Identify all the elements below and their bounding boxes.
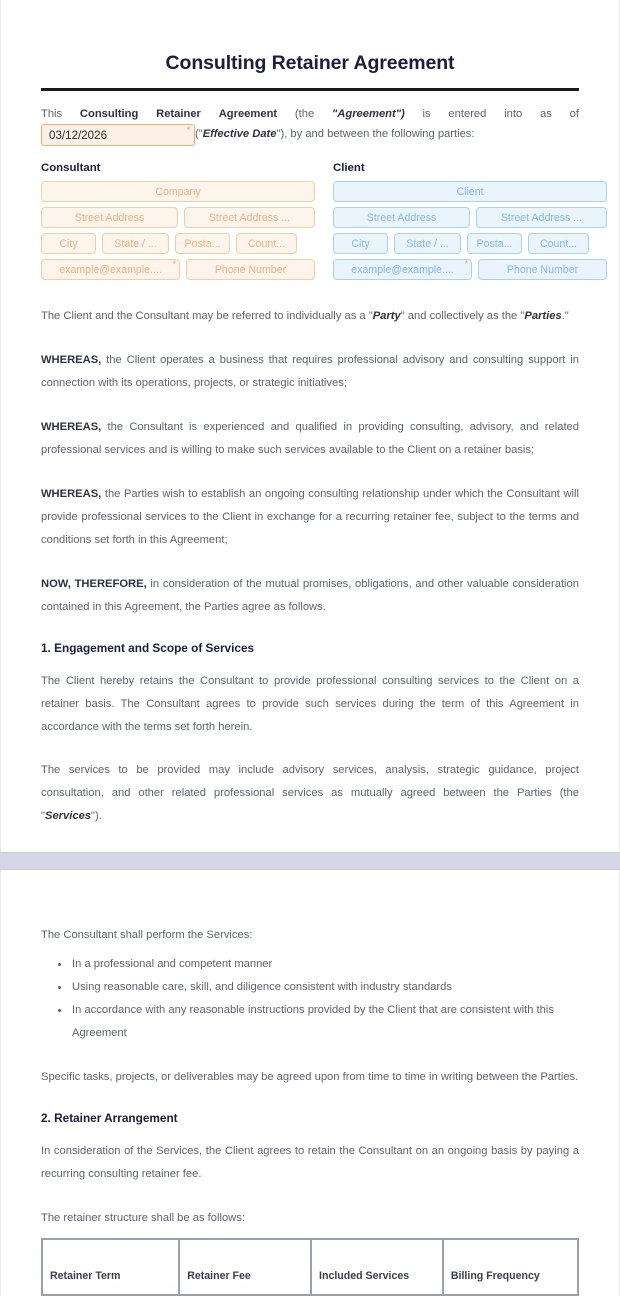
list-item: • In accordance with any reasonable instructions provided by the Client that are consistent with this Agreement bbox=[70, 999, 579, 1045]
whereas-label: WHEREAS, bbox=[41, 421, 102, 434]
intro-word-this: This bbox=[41, 108, 63, 121]
table-header-cell: Retainer Fee bbox=[179, 1239, 311, 1295]
table-header-cell: Retainer Term bbox=[42, 1239, 179, 1295]
whereas-paragraph-2 bbox=[41, 416, 579, 462]
consultant-city-input[interactable]: City bbox=[41, 233, 96, 254]
parties-section bbox=[41, 162, 583, 285]
consultant-street-address-input[interactable]: Street Address bbox=[41, 207, 178, 228]
client-label: Client bbox=[333, 162, 365, 175]
client-street-address-input[interactable]: Street Address bbox=[333, 207, 470, 228]
table-header-row bbox=[42, 1239, 578, 1295]
whereas-label: WHEREAS, bbox=[41, 488, 102, 501]
consultant-company-input[interactable]: Company bbox=[41, 181, 315, 202]
section-2-heading: 2. Retainer Arrangement bbox=[41, 1111, 178, 1126]
consultant-address-row bbox=[41, 207, 315, 228]
intro-word-retainer: Retainer bbox=[156, 108, 201, 121]
party-consultant bbox=[41, 162, 315, 285]
consultant-locality-row bbox=[41, 233, 315, 254]
intro-word-the: (the bbox=[294, 108, 315, 121]
effective-date-row bbox=[41, 124, 579, 146]
consultant-phone-input[interactable]: Phone Number bbox=[186, 259, 315, 280]
list-item: • Using reasonable care, skill, and diligence consistent with industry standards bbox=[70, 976, 579, 999]
whereas-1-text: the Client operates a business that requires professional advisory and consulting support in connection with its operations, projects, or strategic initiatives; bbox=[41, 354, 579, 390]
whereas-paragraph-3 bbox=[41, 483, 579, 552]
section-2-paragraph-1: In consideration of the Services, the Client agrees to retain the Consultant on an ongoing basis by paying a recurring consulting retainer fee. bbox=[41, 1144, 579, 1180]
consultant-company-row bbox=[41, 181, 315, 202]
document-page-2 bbox=[0, 870, 620, 1295]
perform-services-intro: The Consultant shall perform the Services: bbox=[41, 929, 253, 942]
now-therefore-text: in consideration of the mutual promises, obligations, and other valuable consideration contained in this Agreement, the Parties agree as follows. bbox=[41, 578, 579, 613]
required-asterisk-icon: * bbox=[186, 125, 190, 136]
consultant-label: Consultant bbox=[41, 162, 101, 175]
whereas-2-text: the Consultant is experienced and qualified in providing consulting, advisory, and related professional services and is willing to make such services available to the Client on a retainer basis; bbox=[41, 421, 579, 457]
client-locality-row bbox=[333, 233, 607, 254]
client-country-input[interactable]: Count... bbox=[528, 233, 589, 254]
term-services: Services bbox=[44, 810, 92, 823]
effective-date-value: 03/12/2026 bbox=[49, 128, 108, 142]
page-title: Consulting Retainer Agreement bbox=[165, 52, 455, 74]
term-parties: Parties bbox=[524, 310, 562, 323]
whereas-paragraph-1 bbox=[41, 349, 579, 395]
intro-word-entered: entered bbox=[448, 108, 487, 121]
intro-word-agreement: Agreement bbox=[218, 108, 278, 121]
required-asterisk-icon: * bbox=[172, 259, 176, 270]
consultant-postal-input[interactable]: Posta... bbox=[175, 233, 230, 254]
parties-definition-paragraph: The Client and the Consultant may be referred to individually as a "Party" and collectively as the "Parties." bbox=[41, 310, 569, 323]
consultant-email-input[interactable] bbox=[41, 259, 180, 280]
effective-date-input[interactable] bbox=[41, 124, 195, 146]
required-asterisk-icon: * bbox=[464, 259, 468, 270]
client-address-row bbox=[333, 207, 607, 228]
intro-word-is: is bbox=[422, 108, 431, 121]
now-therefore-paragraph bbox=[41, 573, 579, 619]
whereas-label: WHEREAS, bbox=[41, 354, 102, 367]
retainer-table-intro: The retainer structure shall be as follows: bbox=[41, 1211, 245, 1224]
title-divider bbox=[41, 88, 579, 91]
client-phone-input[interactable]: Phone Number bbox=[478, 259, 607, 280]
effective-date-term: Effective Date bbox=[202, 128, 277, 141]
client-company-row bbox=[333, 181, 607, 202]
client-city-input[interactable]: City bbox=[333, 233, 388, 254]
intro-word-of: of bbox=[569, 108, 579, 121]
section-1-paragraph-3: Specific tasks, projects, or deliverables may be agreed upon from time to time in writing between the Parties. bbox=[41, 1071, 579, 1084]
intro-word-into: into bbox=[504, 108, 523, 121]
retainer-structure-table bbox=[41, 1238, 579, 1296]
consultant-email-placeholder: example@example.... bbox=[59, 263, 162, 276]
intro-term-agreement: "Agreement") bbox=[331, 108, 405, 121]
section-1-paragraph-2: The services to be provided may include advisory services, analysis, strategic guidance, project consultation, and other related professional services as mutually agreed between the Parties (the "Services"). bbox=[41, 764, 579, 823]
client-state-input[interactable]: State / ... bbox=[394, 233, 461, 254]
client-postal-input[interactable]: Posta... bbox=[467, 233, 522, 254]
client-contact-row bbox=[333, 259, 607, 280]
consultant-state-input[interactable]: State / ... bbox=[102, 233, 169, 254]
pd-mid: and collectively as the bbox=[404, 310, 521, 323]
whereas-3-text: the Parties wish to establish an ongoing consulting relationship under which the Consultant will provide professional services to the Client in exchange for a recurring retainer fee, subject to the terms and conditions set forth in this Agreement; bbox=[41, 488, 579, 547]
page-break-separator bbox=[0, 852, 620, 870]
party-client bbox=[333, 162, 607, 285]
term-party: Party bbox=[372, 310, 401, 323]
intro-word-as: as bbox=[539, 108, 552, 121]
client-company-input[interactable]: Client bbox=[333, 181, 607, 202]
consultant-contact-row bbox=[41, 259, 315, 280]
section-1-heading: 1. Engagement and Scope of Services bbox=[41, 640, 255, 655]
section-1-paragraph-1: The Client hereby retains the Consultant to provide professional consulting services to the Client on a retainer basis. The Consultant agrees to provide such services during the term of this Agreement in accordance with the terms set forth herein. bbox=[41, 674, 579, 733]
list-item: • In a professional and competent manner bbox=[70, 953, 579, 976]
perform-services-list bbox=[41, 953, 579, 1045]
client-email-placeholder: example@example.... bbox=[351, 263, 454, 276]
s1p2-post: ). bbox=[95, 810, 102, 823]
intro-word-consulting: Consulting bbox=[79, 108, 139, 121]
now-therefore-label: NOW, THEREFORE, bbox=[41, 578, 147, 591]
consultant-street-address-2-input[interactable]: Street Address ... bbox=[184, 207, 315, 228]
s1p2-pre: The services to be provided may include advisory services, analysis, strategic guidance, project consultation, and other related professional services as mutually agreed between the Parties (the bbox=[41, 764, 579, 800]
effective-date-caption: ("Effective Date"), by and between the following parties: bbox=[195, 128, 475, 141]
pd-pre: The Client and the Consultant may be referred to individually as a bbox=[41, 310, 369, 323]
intro-line-justified bbox=[41, 108, 579, 120]
table-header-cell: Billing Frequency bbox=[443, 1239, 578, 1295]
consultant-country-input[interactable]: Count... bbox=[236, 233, 297, 254]
table-header-cell: Included Services bbox=[311, 1239, 443, 1295]
client-email-input[interactable] bbox=[333, 259, 472, 280]
client-street-address-2-input[interactable]: Street Address ... bbox=[476, 207, 607, 228]
